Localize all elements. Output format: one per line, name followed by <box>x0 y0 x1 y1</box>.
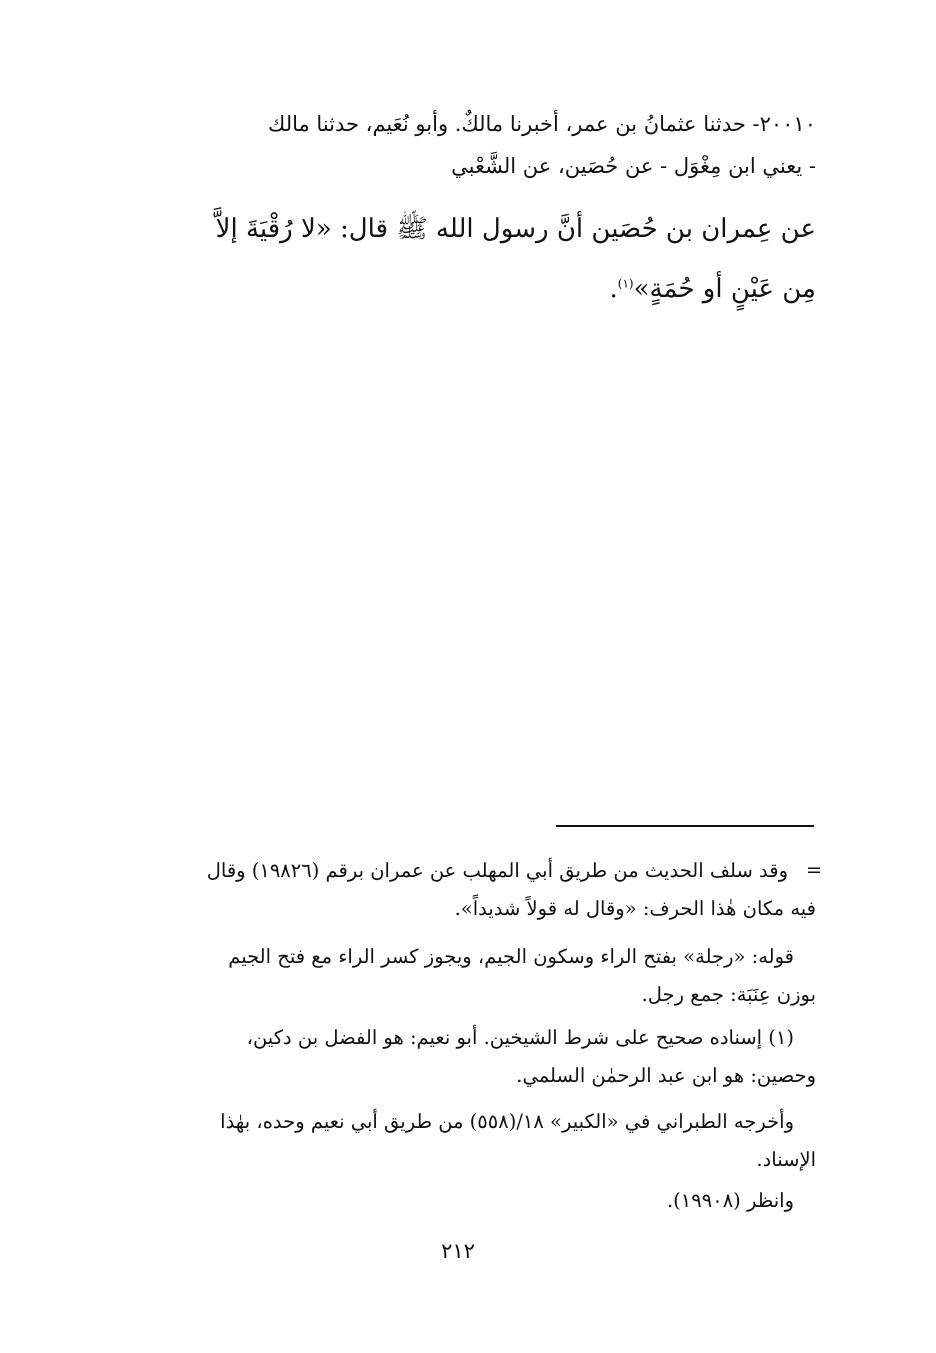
hadith-text-line <box>110 259 816 319</box>
hadith-text-line: عن عِمران بن حُصَين أنَّ رسول الله ﷺ قال: «لا رُقْيَةَ إلاَّ <box>215 214 816 244</box>
footnote-continuation-mark: = <box>806 859 822 881</box>
hadith-chain <box>110 103 816 187</box>
footnote-line: الإسناد. <box>756 1148 816 1171</box>
page-number: ٢١٢ <box>441 1239 475 1263</box>
footnote-line: (١) إسناده صحيح على شرط الشيخين. أبو نعيم: هو الفضل بن دكين، <box>246 1026 794 1049</box>
footnote-separator <box>556 825 814 827</box>
footnote-line: قوله: «رجلة» بفتح الراء وسكون الجيم، ويجوز كسر الراء مع فتح الجيم <box>228 945 794 968</box>
footnote-marker: (١) <box>617 276 634 291</box>
footnote-line: فيه مكان هٰذا الحرف: «وقال له قولاً شديداً». <box>454 897 816 920</box>
footnote-paragraph <box>110 938 816 1014</box>
footnote-line: وحصين: هو ابن عبد الرحمٰن السلمي. <box>516 1064 816 1087</box>
hadith-text <box>110 199 816 319</box>
hadith-period: . <box>609 274 618 304</box>
footnote-continued <box>110 852 816 928</box>
hadith-chain-line: ٢٠٠١٠- حدثنا عثمانُ بن عمر، أخبرنا مالكٌ. وأبو نُعَيم، حدثنا مالك <box>268 112 816 136</box>
footnote-paragraph <box>110 1103 816 1179</box>
footnote-line: وانظر (١٩٩٠٨). <box>666 1189 794 1212</box>
hadith-chain-line: - يعني ابن مِغْوَل - عن حُصَين، عن الشَّعْبي <box>451 154 816 178</box>
footnote-line: بوزن عِنَبَة: جمع رجل. <box>641 983 816 1006</box>
footnote-1 <box>110 1019 816 1095</box>
hadith-text-end: مِن عَيْنٍ أو حُمَةٍ» <box>633 274 816 304</box>
footnote-line: وقد سلف الحديث من طريق أبي المهلب عن عمران برقم (١٩٨٢٦) وقال <box>206 859 788 882</box>
footnote-line: وأخرجه الطبراني في «الكبير» ١٨/(٥٥٨) من طريق أبي نعيم وحده، بهٰذا <box>220 1110 794 1133</box>
footnote-paragraph <box>110 1182 816 1220</box>
